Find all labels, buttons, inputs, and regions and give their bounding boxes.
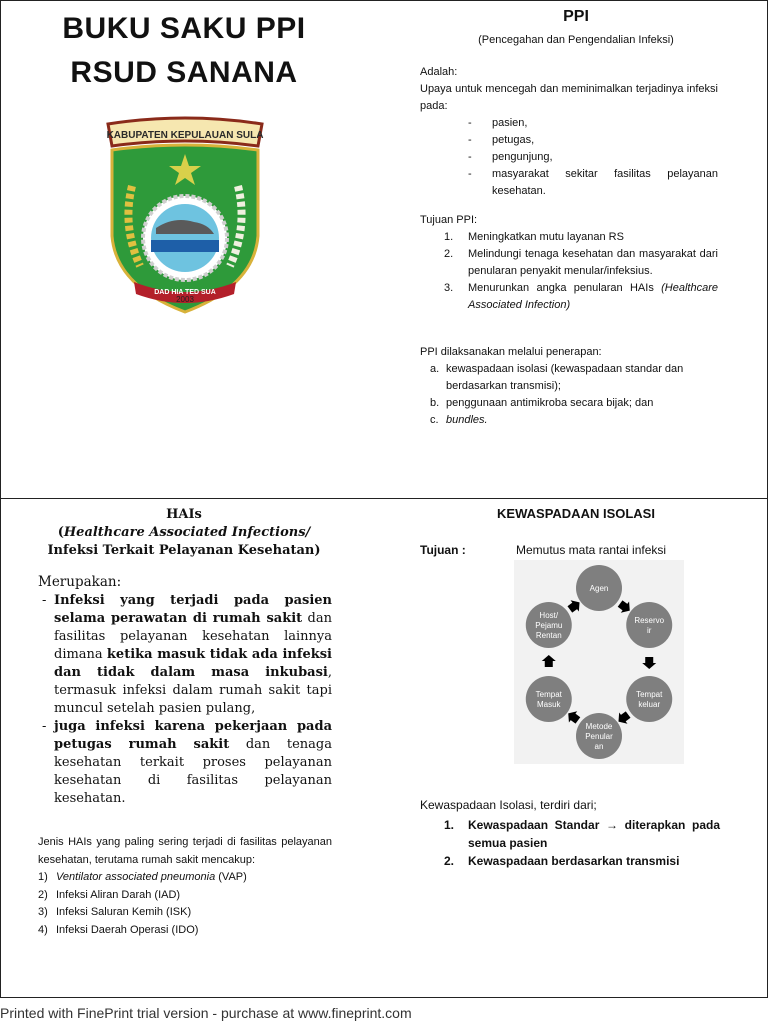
cycle-node bbox=[526, 676, 572, 722]
list-item: - petugas, bbox=[420, 132, 718, 149]
cycle-node bbox=[626, 602, 672, 648]
list-item: b. penggunaan antimikroba secara bijak; dan bbox=[430, 397, 654, 409]
list-item: - masyarakat sekitar fasilitas pelayanan kesehatan. bbox=[420, 166, 718, 200]
tujuan-ppi-label: Tujuan PPI: bbox=[420, 214, 478, 226]
cover-panel bbox=[0, 0, 384, 498]
cycle-node-label: Tempat keluar bbox=[636, 690, 663, 709]
jenis-intro: Jenis HAIs yang paling sering terjadi di fasilitas pelayanan kesehatan, terutama rumah sakit mencakup: bbox=[38, 836, 332, 866]
list-item: a. kewaspadaan isolasi (kewaspadaan standar dan berdasarkan transmisi); bbox=[430, 363, 684, 392]
hais-point-2: - juga infeksi karena pekerjaan pada petugas rumah sakit dan tenaga kesehatan terkait proses pelayanan kesehatan di fasilitas pelayanan kesehatan. bbox=[42, 719, 332, 806]
list-item: 1. Meningkatkan mutu layanan RS bbox=[444, 231, 624, 243]
cycle-node-label: Tempat Masuk bbox=[535, 690, 562, 709]
kewaspadaan-tujuan-value: Memutus mata rantai infeksi bbox=[516, 543, 667, 557]
ppi-definition-block bbox=[420, 64, 718, 200]
ppi-subtitle: (Pencegahan dan Pengendalian Infeksi) bbox=[478, 34, 674, 46]
cover-title-line1: BUKU SAKU PPI bbox=[62, 12, 306, 45]
cycle-node-label: Agen bbox=[589, 584, 609, 593]
list-item: 2. Melindungi tenaga kesehatan dan masyarakat dari penularan penyakit menular/infeksius. bbox=[444, 248, 718, 277]
jenis-hais-list bbox=[38, 869, 332, 939]
cycle-node-label: Reservo ir bbox=[634, 616, 665, 635]
cycle-node-label: Metode Penular an bbox=[585, 722, 613, 751]
ppi-panel bbox=[384, 0, 768, 498]
list-item: c. bundles. bbox=[430, 414, 488, 426]
kewaspadaan-tujuan-label: Tujuan : bbox=[420, 543, 466, 557]
list-item: 1. Kewaspadaan Standar → diterapkan pada semua pasien bbox=[444, 818, 720, 850]
penerapan-label: PPI dilaksanakan melalui penerapan: bbox=[420, 346, 602, 358]
kewaspadaan-title: KEWASPADAAN ISOLASI bbox=[497, 506, 655, 521]
cover-title-line2: RSUD SANANA bbox=[70, 56, 298, 89]
hais-subtitle: (Healthcare Associated Infections/ bbox=[57, 525, 311, 540]
list-item: 4) Infeksi Daerah Operasi (IDO) bbox=[38, 923, 199, 936]
penerapan-list bbox=[420, 361, 718, 429]
hais-point-1: - Infeksi yang terjadi pada pasien selama perawatan di rumah sakit dan fasilitas pelayanan kesehatan lainnya dimana ketika masuk tidak ada infeksi dan tidak dalam masa inkubasi, termasuk infeksi dalam rumah sakit tapi muncul setelah pasien pulang, bbox=[42, 593, 332, 716]
hais-title: HAIs bbox=[166, 507, 202, 522]
panel-divider bbox=[0, 498, 768, 499]
logo-year: 2003 bbox=[176, 295, 194, 304]
logo-banner-text: KABUPATEN KEPULAUAN SULA bbox=[106, 130, 264, 141]
terdiri-list bbox=[420, 816, 720, 870]
ppi-title: PPI bbox=[563, 8, 589, 25]
ppi-definition: Upaya untuk mencegah dan meminimalkan terjadinya infeksi pada: bbox=[420, 83, 718, 112]
list-item: 2) Infeksi Aliran Darah (IAD) bbox=[38, 888, 181, 901]
cycle-node bbox=[626, 676, 672, 722]
print-footer: Printed with FinePrint trial version - purchase at www.fineprint.com bbox=[0, 1005, 412, 1021]
tujuan-ppi-list bbox=[420, 229, 718, 314]
list-item: 1) Ventilator associated pneumonia (VAP) bbox=[38, 871, 247, 883]
infection-chain-diagram bbox=[514, 560, 684, 764]
logo-motto-text: DAD HIA TED SUA bbox=[154, 289, 216, 296]
tujuan-ppi-block bbox=[420, 212, 718, 314]
hais-subtitle-line2: Infeksi Terkait Pelayanan Kesehatan) bbox=[47, 543, 321, 558]
kewaspadaan-terdiri-block bbox=[420, 796, 720, 870]
merupakan-label: Merupakan: bbox=[38, 574, 122, 590]
terdiri-label: Kewaspadaan Isolasi, terdiri dari; bbox=[420, 798, 597, 812]
list-item: - pasien, bbox=[420, 115, 718, 132]
jenis-hais-block bbox=[38, 834, 332, 939]
adalah-label: Adalah: bbox=[420, 66, 458, 78]
kabupaten-emblem-logo bbox=[104, 116, 266, 316]
list-item: 3. Menurunkan angka penularan HAIs (Healthcare Associated Infection) bbox=[444, 282, 718, 311]
penerapan-block bbox=[420, 344, 718, 429]
hais-definition bbox=[38, 592, 332, 808]
ppi-target-list bbox=[420, 115, 718, 200]
list-item: - pengunjung, bbox=[420, 149, 718, 166]
list-item: 2. Kewaspadaan berdasarkan transmisi bbox=[444, 854, 680, 868]
list-item: 3) Infeksi Saluran Kemih (ISK) bbox=[38, 906, 192, 918]
cycle-node-label: Host/ Pejamu Rentan bbox=[535, 611, 563, 640]
